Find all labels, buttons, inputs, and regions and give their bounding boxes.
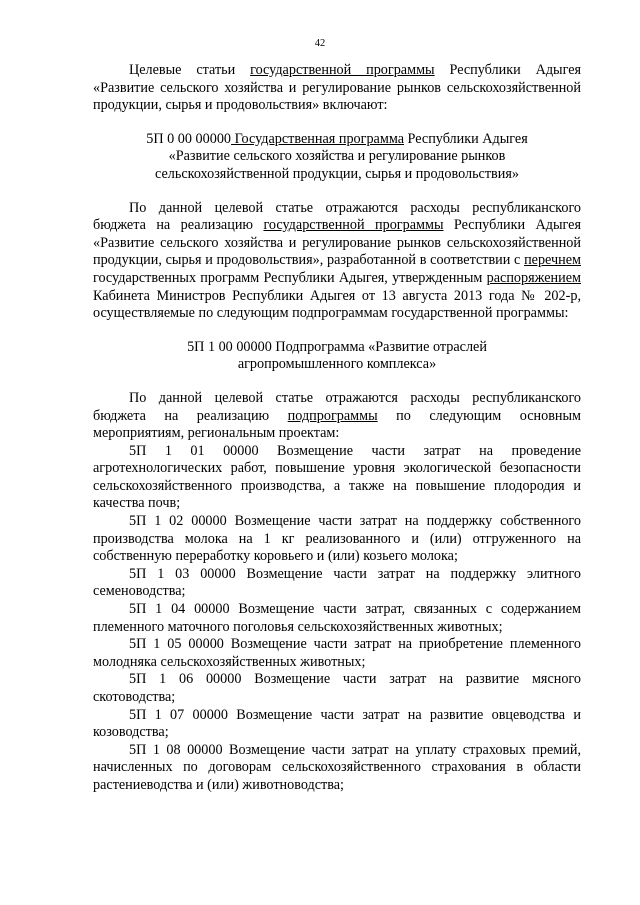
- program-heading-line3: сельскохозяйственной продукции, сырья и продовольствия»: [155, 165, 519, 182]
- intro-text: Целевые статьи: [129, 62, 251, 78]
- subprogram-heading-line2: агропромышленного комплекса»: [237, 356, 437, 373]
- link-program-heading[interactable]: Государственная программа: [231, 130, 404, 147]
- list-item: 5П 1 08 00000 Возмещение части затрат на уплату страховых премий, начисленных по договорам сельскохозяйственного страхования в области растениеводства и (или) животноводства;: [93, 741, 581, 793]
- text: По данной целевой статье отражаются расходы республиканского бюджета на реализацию: [93, 199, 581, 234]
- document-body: [93, 62, 581, 795]
- list-item: 5П 1 07 00000 Возмещение части затрат на развитие овцеводства и козоводства;: [93, 706, 581, 741]
- list-item: 5П 1 04 00000 Возмещение части затрат, связанных с содержанием племенного маточного поголовья сельскохозяйственных животных;: [93, 601, 581, 635]
- intro-text-end: Республики Адыгея «Развитие сельского хозяйства и регулирование рынков сельскохозяйственной продукции, сырья и продовольствия» включают:: [93, 62, 582, 114]
- link-state-program[interactable]: государственной программы: [250, 62, 435, 78]
- page-number: 42: [314, 38, 326, 49]
- link-state-program-2[interactable]: государственной программы: [263, 217, 444, 234]
- program-heading-line2: «Развитие сельского хозяйства и регулирование рынков: [168, 148, 506, 165]
- link-order[interactable]: распоряжением: [486, 269, 581, 286]
- subprogram-description: [93, 390, 581, 443]
- text: Кабинета Министров Республики Адыгея от 13 августа 2013 года № 202-р, осуществляемые по следующим подпрограммам государственной программы:: [93, 287, 581, 322]
- list-item: 5П 1 06 00000 Возмещение части затрат на развитие мясного скотоводства;: [93, 671, 581, 705]
- text: по следующим основным мероприятиям, региональным проектам:: [93, 407, 581, 442]
- list-item: 5П 1 03 00000 Возмещение части затрат на поддержку элитного семеноводства;: [93, 565, 581, 600]
- text: государственных программ Республики Адыгея, утвержденным: [93, 269, 487, 286]
- link-list[interactable]: перечнем: [524, 252, 581, 269]
- program-code: 5П 0 00 00000: [146, 130, 232, 147]
- link-subprogram[interactable]: подпрограммы: [287, 407, 378, 424]
- text: Республики Адыгея «Развитие сельского хозяйства и регулирование рынков сельскохозяйственной продукции, сырья и продовольствия», разработанной в соответствии с: [93, 217, 581, 269]
- subprogram-heading-line1: 5П 1 00 00000 Подпрограмма «Развитие отраслей: [187, 338, 487, 355]
- list-item: 5П 1 01 00000 Возмещение части затрат на проведение агротехнологических работ, повышение уровня экологической безопасности сельскохозяйственного производства, а также на повышение плодородия и качества почв;: [93, 442, 581, 512]
- intro-paragraph: [93, 62, 581, 115]
- program-heading: [93, 131, 581, 184]
- program-heading-rest: Республики Адыгея: [404, 130, 528, 147]
- list-item: 5П 1 05 00000 Возмещение части затрат на приобретение племенного молодняка сельскохозяйственных животных;: [93, 636, 581, 670]
- list-item: 5П 1 02 00000 Возмещение части затрат на поддержку собственного производства молока на 1 кг реализованного и (или) отгруженного на собственную переработку коровьего и (или) козьего молока;: [93, 513, 581, 565]
- subprogram-heading: [93, 339, 581, 374]
- program-description: [93, 200, 581, 323]
- program-heading-line1: [93, 131, 581, 149]
- text: По данной целевой статье отражаются расходы республиканского бюджета на реализацию: [93, 389, 581, 424]
